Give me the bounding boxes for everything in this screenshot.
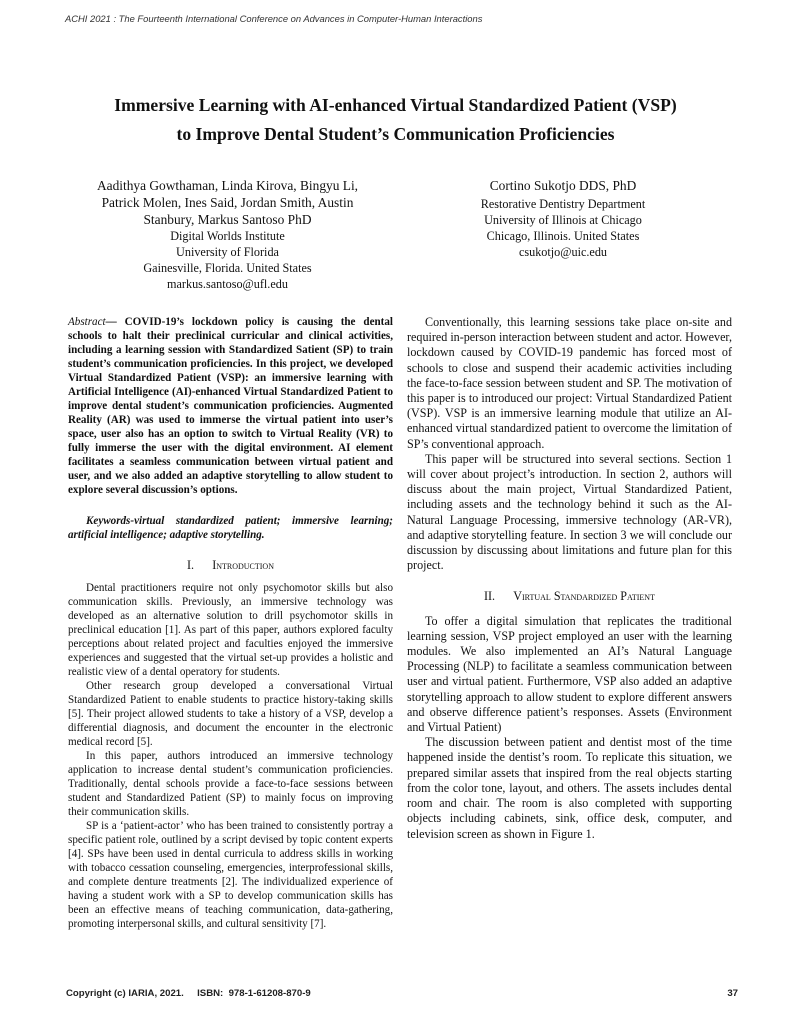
abstract-label: Abstract	[68, 316, 106, 328]
section-heading	[68, 558, 393, 572]
author-block-left	[60, 177, 395, 292]
title-line-2: to Improve Dental Student’s Communication Proficiencies	[176, 124, 615, 144]
affiliation: University of Florida	[176, 245, 279, 259]
title-line-1: Immersive Learning with AI-enhanced Virtual Standardized Patient (VSP)	[114, 95, 677, 115]
section-heading	[407, 589, 732, 604]
section-number: II.	[484, 589, 496, 604]
paragraph: Dental practitioners require not only psychomotor skills but also communication skills. Previously, an immersive technology was developed as an alternative solution to drill psychomotor skills in preclinical education [1]. As part of this paper, authors explored faculty perceptions about related project and faculties enjoyed the immersive experiences and suggested that the virtual set-up provides a holistic and realistic view of a dental operatory for students.	[68, 582, 393, 678]
keywords: Keywords-virtual standardized patient; immersive learning; artificial intelligence; adaptive storytelling.	[68, 515, 393, 541]
section-title: Virtual Standardized Patient	[513, 589, 655, 604]
paragraph: To offer a digital simulation that replicates the traditional learning session, VSP project employed an user with the learning modules. We also implemented an AI’s Natural Language Processing (NLP) to facilitate a seamless communication between user and virtual patient. Furthermore, VSP also added an adaptive storytelling approach to allow student to explore different answers and observe difference patient’s responses. Assets (Environment and Virtual Patient)	[407, 613, 732, 735]
paragraph: Conventionally, this learning sessions take place on-site and required in-person interaction between student and actor. However, lockdown caused by COVID-19 pandemic has forced most of schools to close and suspend their academic activities including the face-to-face session between student and SP. The motivation of this paper is to introduced our project: Virtual Standardized Patient (VSP). VSP is an immersive learning module that utilize an AI-enhanced virtual standardized patient to overcome the limitation of SP’s conventional approach.	[407, 315, 732, 451]
running-header: ACHI 2021 : The Fourteenth International Conference on Advances in Computer-Human Interactions	[65, 13, 483, 24]
affiliation: Gainesville, Florida. United States	[143, 261, 312, 275]
author-names: Cortino Sukotjo DDS, PhD	[489, 178, 637, 193]
paragraph: SP is a ‘patient-actor’ who has been trained to consistently portray a specific patient role, outlined by a script devised by topic content experts [4]. SPs have been used in dental curricula to address skills in working with tobacco cessation counseling, emergencies, interprofessional skills, and complete denture treatments [2]. The individualized experience of having a student work with a SP to develop communication skills has been an effective means of teaching communication, data-gathering, promoting interpersonal skills, and cultural sensitivity [7].	[68, 820, 393, 930]
paper-title	[60, 91, 731, 149]
affiliation: Restorative Dentistry Department	[480, 197, 646, 211]
author-block-right	[395, 177, 731, 260]
paragraph: Other research group developed a conversational Virtual Standardized Patient to enable students to practice history-taking skills [5]. Their project allowed students to take a history of a VSP, develop a differential diagnosis, and document the encounter in the electronic medical record [5].	[68, 680, 393, 748]
left-column	[68, 315, 393, 931]
affiliation: Digital Worlds Institute	[170, 229, 285, 243]
author-email: csukotjo@uic.edu	[518, 245, 608, 259]
author-email: markus.santoso@ufl.edu	[167, 277, 288, 291]
footer-copyright: Copyright (c) IARIA, 2021. ISBN: 978-1-61208-870-9	[66, 988, 311, 999]
paragraph: The discussion between patient and dentist most of the time happened inside the dentist’s room. To replicate this situation, we prepared similar assets that inspired from the real objects starting from the color tone, layout, and others. The assets includes dental room and chair. The room is also completed with supporting objects including cabinets, sink, office desk, computer, and television screen as shown in Figure 1.	[407, 735, 732, 841]
paragraph: In this paper, authors introduced an immersive technology application to increase dental student’s communication proficiencies. Traditionally, dental schools provide a face-to-face sessions between student and Standardized Patient (SP) to mainly focus on improving their communication skills.	[68, 750, 393, 818]
section-title: Introduction	[212, 558, 274, 572]
affiliation: Chicago, Illinois. United States	[486, 229, 640, 243]
author-names: Stanbury, Markus Santoso PhD	[143, 212, 312, 227]
section-number: I.	[186, 558, 195, 572]
paragraph: This paper will be structured into several sections. Section 1 will cover about project’s introduction. In section 2, authors will discuss about the main project, Virtual Standardized Patient, including assets and the technology behind it such as the AI-Natural Language Processing, immersive technology (AR-VR), and adaptive storytelling feature. In section 3 we will conclude our discussion by discussing about limitations and future plan for this project.	[407, 451, 732, 573]
page-number: 37	[727, 988, 738, 999]
affiliation: University of Illinois at Chicago	[484, 213, 642, 227]
abstract	[68, 315, 393, 497]
author-names: Aadithya Gowthaman, Linda Kirova, Bingyu Li,	[96, 178, 359, 193]
right-column	[407, 315, 732, 842]
abstract-text: — COVID-19’s lockdown policy is causing the dental schools to halt their preclinical curricular and clinical activities, including a learning session with Standardized Satient (SP) to train student’s communication proficiencies. In this project, we developed Virtual Standardized Patient (VSP): an immersive learning with Artificial Intelligence (AI)-enhanced Virtual Standardized Patient to improve dental student’s communication proficiencies. Augmented Reality (AR) was used to immerse the virtual patient into user’s space, user also has an option to switch to Virtual Reality (VR) to fully immerse the user with the digital environment. AI element facilitates a seamless communication between virtual patient and user, and we also added an adaptive storytelling to allow student to explore several discussion’s options.	[68, 316, 393, 496]
author-names: Patrick Molen, Ines Said, Jordan Smith, Austin	[101, 195, 354, 210]
